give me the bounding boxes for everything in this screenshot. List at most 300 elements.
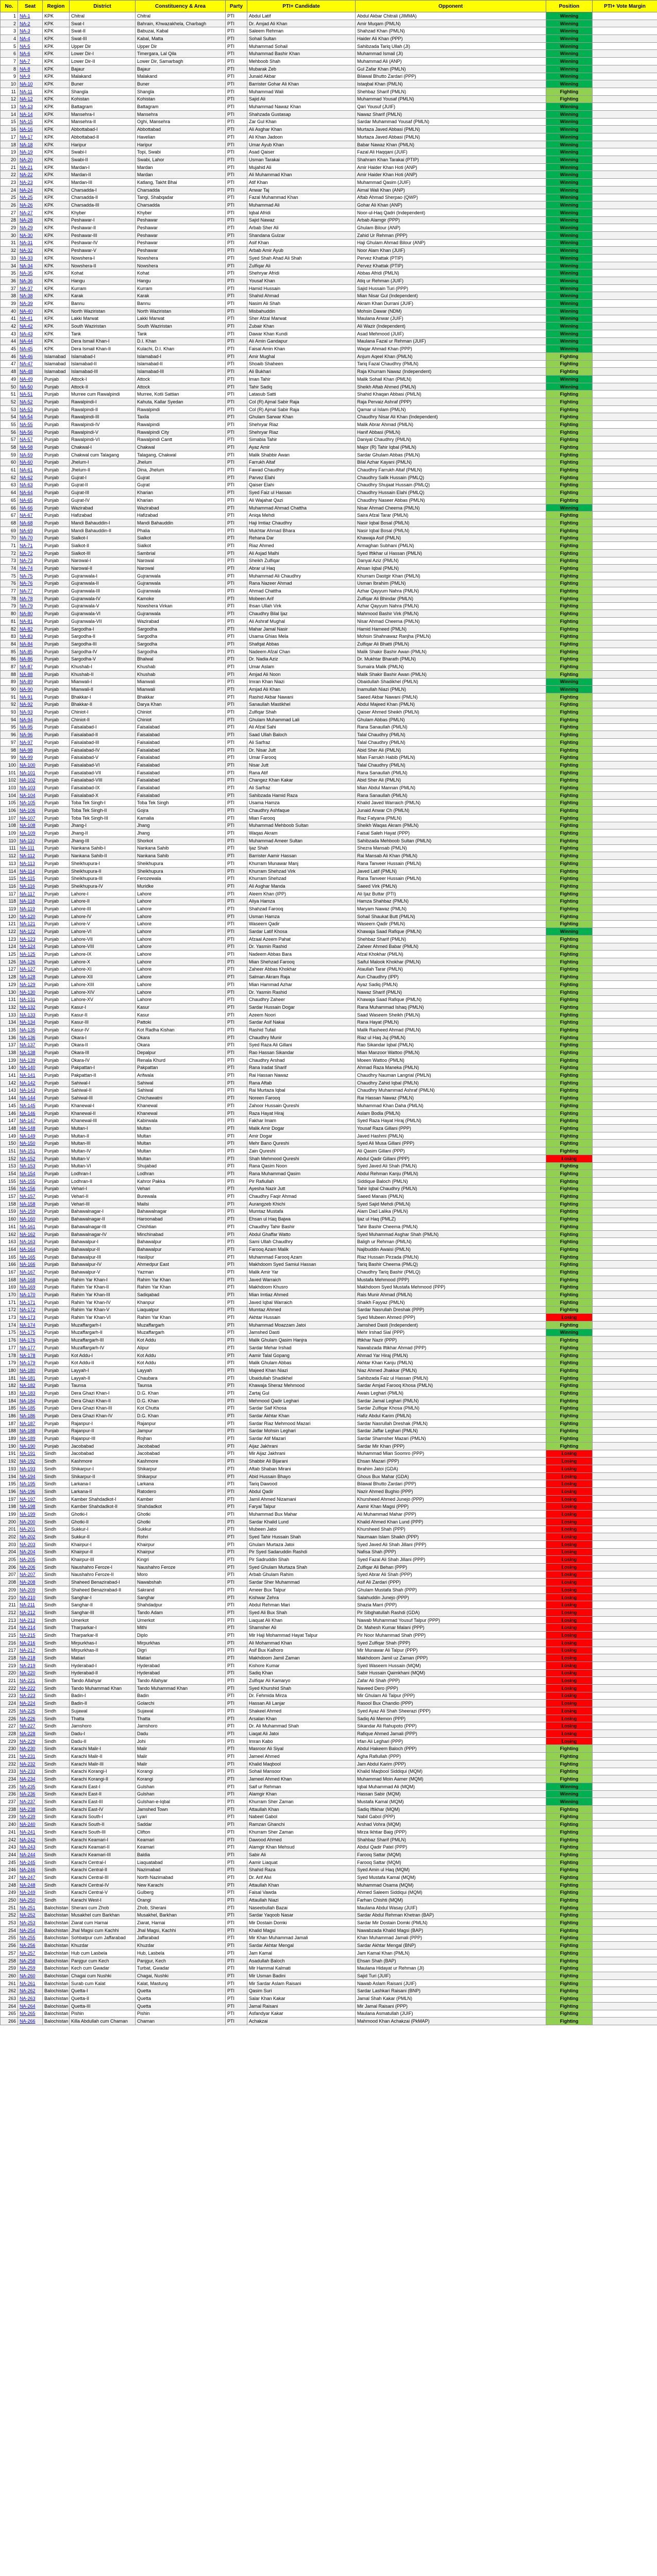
seat-link[interactable]: NA-89 bbox=[18, 678, 43, 686]
table-row[interactable] bbox=[1, 1435, 657, 1443]
table-row[interactable] bbox=[1, 1419, 657, 1427]
seat-link[interactable]: NA-197 bbox=[18, 1495, 43, 1503]
seat-link[interactable]: NA-3 bbox=[18, 27, 43, 35]
seat-link[interactable]: NA-117 bbox=[18, 890, 43, 897]
table-row[interactable] bbox=[1, 163, 657, 171]
table-row[interactable] bbox=[1, 912, 657, 920]
seat-link[interactable]: NA-180 bbox=[18, 1367, 43, 1375]
seat-link[interactable]: NA-2 bbox=[18, 20, 43, 27]
table-row[interactable] bbox=[1, 148, 657, 156]
table-row[interactable] bbox=[1, 1011, 657, 1019]
table-row[interactable] bbox=[1, 42, 657, 50]
seat-link[interactable]: NA-8 bbox=[18, 65, 43, 73]
table-row[interactable] bbox=[1, 1753, 657, 1760]
seat-link[interactable]: NA-34 bbox=[18, 262, 43, 269]
seat-link[interactable]: NA-265 bbox=[18, 2010, 43, 2018]
table-row[interactable] bbox=[1, 1162, 657, 1170]
table-row[interactable] bbox=[1, 973, 657, 981]
seat-link[interactable]: NA-151 bbox=[18, 1147, 43, 1155]
table-row[interactable] bbox=[1, 1117, 657, 1125]
table-row[interactable] bbox=[1, 1094, 657, 1102]
table-row[interactable] bbox=[1, 875, 657, 883]
table-row[interactable] bbox=[1, 1321, 657, 1329]
table-row[interactable] bbox=[1, 1450, 657, 1458]
seat-link[interactable]: NA-124 bbox=[18, 943, 43, 951]
seat-link[interactable]: NA-153 bbox=[18, 1162, 43, 1170]
seat-link[interactable]: NA-19 bbox=[18, 148, 43, 156]
seat-link[interactable]: NA-215 bbox=[18, 1632, 43, 1639]
table-row[interactable] bbox=[1, 1223, 657, 1231]
table-row[interactable] bbox=[1, 1624, 657, 1632]
seat-link[interactable]: NA-226 bbox=[18, 1715, 43, 1722]
seat-link[interactable]: NA-176 bbox=[18, 1336, 43, 1344]
table-row[interactable] bbox=[1, 1745, 657, 1753]
table-row[interactable] bbox=[1, 1904, 657, 1911]
seat-link[interactable]: NA-264 bbox=[18, 2002, 43, 2010]
table-row[interactable] bbox=[1, 1268, 657, 1276]
table-row[interactable] bbox=[1, 549, 657, 557]
seat-link[interactable]: NA-98 bbox=[18, 746, 43, 754]
table-row[interactable] bbox=[1, 231, 657, 239]
table-row[interactable] bbox=[1, 186, 657, 194]
seat-link[interactable]: NA-183 bbox=[18, 1389, 43, 1397]
table-row[interactable] bbox=[1, 1563, 657, 1571]
seat-link[interactable]: NA-263 bbox=[18, 1995, 43, 2003]
seat-link[interactable]: NA-184 bbox=[18, 1397, 43, 1404]
seat-link[interactable]: NA-252 bbox=[18, 1911, 43, 1919]
table-row[interactable] bbox=[1, 572, 657, 580]
table-row[interactable] bbox=[1, 239, 657, 247]
seat-link[interactable]: NA-220 bbox=[18, 1669, 43, 1677]
table-row[interactable] bbox=[1, 179, 657, 187]
seat-link[interactable]: NA-129 bbox=[18, 981, 43, 989]
seat-link[interactable]: NA-160 bbox=[18, 1215, 43, 1223]
seat-link[interactable]: NA-106 bbox=[18, 807, 43, 815]
seat-link[interactable]: NA-179 bbox=[18, 1359, 43, 1367]
table-row[interactable] bbox=[1, 459, 657, 466]
table-row[interactable] bbox=[1, 1125, 657, 1132]
seat-link[interactable]: NA-128 bbox=[18, 973, 43, 981]
seat-link[interactable]: NA-74 bbox=[18, 565, 43, 572]
seat-link[interactable]: NA-14 bbox=[18, 110, 43, 118]
seat-link[interactable]: NA-63 bbox=[18, 481, 43, 489]
seat-link[interactable]: NA-145 bbox=[18, 1102, 43, 1110]
table-row[interactable] bbox=[1, 1874, 657, 1882]
seat-link[interactable]: NA-196 bbox=[18, 1488, 43, 1496]
table-row[interactable] bbox=[1, 1253, 657, 1261]
table-row[interactable] bbox=[1, 133, 657, 141]
table-row[interactable] bbox=[1, 1427, 657, 1435]
seat-link[interactable]: NA-75 bbox=[18, 572, 43, 580]
seat-link[interactable]: NA-114 bbox=[18, 867, 43, 875]
table-row[interactable] bbox=[1, 345, 657, 353]
table-row[interactable] bbox=[1, 512, 657, 519]
table-row[interactable] bbox=[1, 1359, 657, 1367]
seat-link[interactable]: NA-62 bbox=[18, 473, 43, 481]
seat-link[interactable]: NA-134 bbox=[18, 1019, 43, 1026]
seat-link[interactable]: NA-257 bbox=[18, 1950, 43, 1957]
table-row[interactable] bbox=[1, 1942, 657, 1950]
table-row[interactable] bbox=[1, 739, 657, 747]
seat-link[interactable]: NA-33 bbox=[18, 255, 43, 262]
seat-link[interactable]: NA-199 bbox=[18, 1511, 43, 1518]
table-row[interactable] bbox=[1, 1102, 657, 1110]
seat-link[interactable]: NA-11 bbox=[18, 88, 43, 95]
table-row[interactable] bbox=[1, 1306, 657, 1314]
seat-link[interactable]: NA-44 bbox=[18, 337, 43, 345]
table-row[interactable] bbox=[1, 1639, 657, 1647]
table-row[interactable] bbox=[1, 337, 657, 345]
table-row[interactable] bbox=[1, 1397, 657, 1404]
table-row[interactable] bbox=[1, 1586, 657, 1594]
table-row[interactable] bbox=[1, 1995, 657, 2003]
seat-link[interactable]: NA-105 bbox=[18, 799, 43, 807]
table-row[interactable] bbox=[1, 1374, 657, 1382]
table-row[interactable] bbox=[1, 1836, 657, 1843]
table-row[interactable] bbox=[1, 1291, 657, 1299]
seat-link[interactable]: NA-216 bbox=[18, 1639, 43, 1647]
seat-link[interactable]: NA-143 bbox=[18, 1087, 43, 1094]
seat-link[interactable]: NA-260 bbox=[18, 1972, 43, 1980]
table-row[interactable] bbox=[1, 943, 657, 951]
seat-link[interactable]: NA-147 bbox=[18, 1117, 43, 1125]
seat-link[interactable]: NA-112 bbox=[18, 852, 43, 860]
table-row[interactable] bbox=[1, 489, 657, 497]
seat-link[interactable]: NA-111 bbox=[18, 844, 43, 852]
seat-link[interactable]: NA-85 bbox=[18, 648, 43, 655]
seat-link[interactable]: NA-259 bbox=[18, 1964, 43, 1972]
seat-link[interactable]: NA-223 bbox=[18, 1692, 43, 1700]
table-row[interactable] bbox=[1, 1722, 657, 1730]
table-row[interactable] bbox=[1, 436, 657, 444]
seat-link[interactable]: NA-120 bbox=[18, 912, 43, 920]
table-row[interactable] bbox=[1, 383, 657, 391]
header-position[interactable]: Position bbox=[546, 1, 593, 12]
table-row[interactable] bbox=[1, 1147, 657, 1155]
table-row[interactable] bbox=[1, 1964, 657, 1972]
seat-link[interactable]: NA-198 bbox=[18, 1503, 43, 1511]
seat-link[interactable]: NA-95 bbox=[18, 723, 43, 731]
seat-link[interactable]: NA-93 bbox=[18, 708, 43, 716]
header-party[interactable]: Party bbox=[226, 1, 247, 12]
seat-link[interactable]: NA-132 bbox=[18, 1004, 43, 1011]
table-row[interactable] bbox=[1, 988, 657, 996]
table-row[interactable] bbox=[1, 398, 657, 406]
table-row[interactable] bbox=[1, 897, 657, 905]
seat-link[interactable]: NA-149 bbox=[18, 1132, 43, 1140]
table-row[interactable] bbox=[1, 216, 657, 224]
table-row[interactable] bbox=[1, 678, 657, 686]
seat-link[interactable]: NA-161 bbox=[18, 1223, 43, 1231]
seat-link[interactable]: NA-21 bbox=[18, 163, 43, 171]
header-seat[interactable]: Seat bbox=[18, 1, 43, 12]
table-row[interactable] bbox=[1, 2002, 657, 2010]
table-row[interactable] bbox=[1, 890, 657, 897]
seat-link[interactable]: NA-235 bbox=[18, 1783, 43, 1790]
table-row[interactable] bbox=[1, 497, 657, 504]
header-district[interactable]: District bbox=[70, 1, 136, 12]
seat-link[interactable]: NA-167 bbox=[18, 1268, 43, 1276]
table-row[interactable] bbox=[1, 1579, 657, 1586]
seat-link[interactable]: NA-1 bbox=[18, 12, 43, 20]
seat-link[interactable]: NA-40 bbox=[18, 307, 43, 315]
seat-link[interactable]: NA-36 bbox=[18, 277, 43, 285]
table-row[interactable] bbox=[1, 1382, 657, 1389]
table-row[interactable] bbox=[1, 1132, 657, 1140]
table-row[interactable] bbox=[1, 141, 657, 148]
seat-link[interactable]: NA-212 bbox=[18, 1609, 43, 1617]
table-row[interactable] bbox=[1, 1987, 657, 1995]
table-row[interactable] bbox=[1, 527, 657, 534]
table-row[interactable] bbox=[1, 1412, 657, 1420]
seat-link[interactable]: NA-55 bbox=[18, 421, 43, 429]
seat-link[interactable]: NA-17 bbox=[18, 133, 43, 141]
seat-link[interactable]: NA-135 bbox=[18, 1026, 43, 1034]
table-row[interactable] bbox=[1, 1548, 657, 1556]
table-row[interactable] bbox=[1, 1896, 657, 1904]
table-row[interactable] bbox=[1, 1518, 657, 1526]
seat-link[interactable]: NA-109 bbox=[18, 829, 43, 837]
seat-link[interactable]: NA-5 bbox=[18, 42, 43, 50]
table-row[interactable] bbox=[1, 1488, 657, 1496]
seat-link[interactable]: NA-193 bbox=[18, 1465, 43, 1473]
table-row[interactable] bbox=[1, 580, 657, 587]
table-row[interactable] bbox=[1, 1813, 657, 1821]
seat-link[interactable]: NA-222 bbox=[18, 1684, 43, 1692]
seat-link[interactable]: NA-116 bbox=[18, 883, 43, 890]
seat-link[interactable]: NA-47 bbox=[18, 360, 43, 368]
seat-link[interactable]: NA-221 bbox=[18, 1677, 43, 1685]
table-row[interactable] bbox=[1, 1768, 657, 1775]
table-row[interactable] bbox=[1, 1336, 657, 1344]
table-row[interactable] bbox=[1, 481, 657, 489]
table-row[interactable] bbox=[1, 269, 657, 277]
table-row[interactable] bbox=[1, 1926, 657, 1934]
table-row[interactable] bbox=[1, 277, 657, 285]
seat-link[interactable]: NA-170 bbox=[18, 1291, 43, 1299]
seat-link[interactable]: NA-171 bbox=[18, 1298, 43, 1306]
seat-link[interactable]: NA-236 bbox=[18, 1790, 43, 1798]
table-row[interactable] bbox=[1, 905, 657, 913]
seat-link[interactable]: NA-178 bbox=[18, 1351, 43, 1359]
seat-link[interactable]: NA-182 bbox=[18, 1382, 43, 1389]
table-row[interactable] bbox=[1, 557, 657, 565]
seat-link[interactable]: NA-6 bbox=[18, 50, 43, 58]
seat-link[interactable]: NA-69 bbox=[18, 527, 43, 534]
table-row[interactable] bbox=[1, 769, 657, 776]
table-row[interactable] bbox=[1, 1950, 657, 1957]
table-row[interactable] bbox=[1, 323, 657, 330]
table-row[interactable] bbox=[1, 716, 657, 723]
table-row[interactable] bbox=[1, 814, 657, 822]
table-row[interactable] bbox=[1, 844, 657, 852]
seat-link[interactable]: NA-15 bbox=[18, 118, 43, 126]
seat-link[interactable]: NA-154 bbox=[18, 1170, 43, 1178]
table-row[interactable] bbox=[1, 262, 657, 269]
table-row[interactable] bbox=[1, 171, 657, 179]
seat-link[interactable]: NA-97 bbox=[18, 739, 43, 747]
seat-link[interactable]: NA-172 bbox=[18, 1306, 43, 1314]
seat-link[interactable]: NA-185 bbox=[18, 1404, 43, 1412]
seat-link[interactable]: NA-121 bbox=[18, 920, 43, 928]
seat-link[interactable]: NA-87 bbox=[18, 663, 43, 671]
table-row[interactable] bbox=[1, 1155, 657, 1162]
seat-link[interactable]: NA-230 bbox=[18, 1745, 43, 1753]
table-row[interactable] bbox=[1, 307, 657, 315]
seat-link[interactable]: NA-50 bbox=[18, 383, 43, 391]
seat-link[interactable]: NA-92 bbox=[18, 701, 43, 708]
seat-link[interactable]: NA-37 bbox=[18, 284, 43, 292]
seat-link[interactable]: NA-43 bbox=[18, 330, 43, 337]
seat-link[interactable]: NA-247 bbox=[18, 1874, 43, 1882]
table-row[interactable] bbox=[1, 473, 657, 481]
seat-link[interactable]: NA-232 bbox=[18, 1760, 43, 1768]
seat-link[interactable]: NA-256 bbox=[18, 1942, 43, 1950]
table-row[interactable] bbox=[1, 504, 657, 512]
table-row[interactable] bbox=[1, 640, 657, 648]
table-row[interactable] bbox=[1, 1140, 657, 1147]
seat-link[interactable]: NA-126 bbox=[18, 958, 43, 965]
table-row[interactable] bbox=[1, 50, 657, 58]
table-row[interactable] bbox=[1, 746, 657, 754]
table-row[interactable] bbox=[1, 1079, 657, 1087]
seat-link[interactable]: NA-210 bbox=[18, 1594, 43, 1601]
seat-link[interactable]: NA-41 bbox=[18, 315, 43, 323]
table-row[interactable] bbox=[1, 1692, 657, 1700]
table-row[interactable] bbox=[1, 95, 657, 103]
seat-link[interactable]: NA-31 bbox=[18, 239, 43, 247]
table-row[interactable] bbox=[1, 1200, 657, 1208]
table-row[interactable] bbox=[1, 1389, 657, 1397]
table-row[interactable] bbox=[1, 1185, 657, 1193]
seat-link[interactable]: NA-65 bbox=[18, 497, 43, 504]
table-row[interactable] bbox=[1, 958, 657, 965]
table-row[interactable] bbox=[1, 1858, 657, 1866]
table-row[interactable] bbox=[1, 1662, 657, 1669]
table-row[interactable] bbox=[1, 618, 657, 625]
seat-link[interactable]: NA-13 bbox=[18, 103, 43, 111]
table-row[interactable] bbox=[1, 542, 657, 550]
table-row[interactable] bbox=[1, 860, 657, 868]
table-row[interactable] bbox=[1, 602, 657, 610]
seat-link[interactable]: NA-173 bbox=[18, 1314, 43, 1321]
seat-link[interactable]: NA-146 bbox=[18, 1109, 43, 1117]
table-row[interactable] bbox=[1, 428, 657, 436]
seat-link[interactable]: NA-186 bbox=[18, 1412, 43, 1420]
seat-link[interactable]: NA-4 bbox=[18, 35, 43, 43]
table-row[interactable] bbox=[1, 1540, 657, 1548]
seat-link[interactable]: NA-24 bbox=[18, 186, 43, 194]
seat-link[interactable]: NA-174 bbox=[18, 1321, 43, 1329]
seat-link[interactable]: NA-101 bbox=[18, 769, 43, 776]
seat-link[interactable]: NA-28 bbox=[18, 216, 43, 224]
table-row[interactable] bbox=[1, 1503, 657, 1511]
seat-link[interactable]: NA-231 bbox=[18, 1753, 43, 1760]
seat-link[interactable]: NA-181 bbox=[18, 1374, 43, 1382]
seat-link[interactable]: NA-103 bbox=[18, 784, 43, 792]
table-row[interactable] bbox=[1, 1556, 657, 1564]
table-row[interactable] bbox=[1, 1821, 657, 1828]
table-row[interactable] bbox=[1, 595, 657, 602]
header-candidate[interactable]: PTI+ Candidate bbox=[247, 1, 356, 12]
table-row[interactable] bbox=[1, 731, 657, 739]
seat-link[interactable]: NA-261 bbox=[18, 1979, 43, 1987]
seat-link[interactable]: NA-45 bbox=[18, 345, 43, 353]
table-row[interactable] bbox=[1, 625, 657, 633]
table-row[interactable] bbox=[1, 1056, 657, 1064]
seat-link[interactable]: NA-175 bbox=[18, 1329, 43, 1336]
table-row[interactable] bbox=[1, 1351, 657, 1359]
seat-link[interactable]: NA-141 bbox=[18, 1072, 43, 1079]
seat-link[interactable]: NA-123 bbox=[18, 935, 43, 943]
table-row[interactable] bbox=[1, 2018, 657, 2025]
seat-link[interactable]: NA-234 bbox=[18, 1775, 43, 1783]
seat-link[interactable]: NA-26 bbox=[18, 201, 43, 209]
seat-link[interactable]: NA-150 bbox=[18, 1140, 43, 1147]
table-row[interactable] bbox=[1, 201, 657, 209]
table-row[interactable] bbox=[1, 708, 657, 716]
seat-link[interactable]: NA-245 bbox=[18, 1858, 43, 1866]
seat-link[interactable]: NA-7 bbox=[18, 58, 43, 65]
seat-link[interactable]: NA-140 bbox=[18, 1064, 43, 1072]
table-row[interactable] bbox=[1, 981, 657, 989]
seat-link[interactable]: NA-241 bbox=[18, 1828, 43, 1836]
seat-link[interactable]: NA-203 bbox=[18, 1540, 43, 1548]
table-row[interactable] bbox=[1, 1571, 657, 1579]
seat-link[interactable]: NA-227 bbox=[18, 1722, 43, 1730]
table-row[interactable] bbox=[1, 1344, 657, 1352]
table-row[interactable] bbox=[1, 1298, 657, 1306]
seat-link[interactable]: NA-202 bbox=[18, 1533, 43, 1541]
table-row[interactable] bbox=[1, 693, 657, 701]
table-row[interactable] bbox=[1, 413, 657, 421]
seat-link[interactable]: NA-86 bbox=[18, 655, 43, 663]
seat-link[interactable]: NA-138 bbox=[18, 1049, 43, 1057]
table-row[interactable] bbox=[1, 27, 657, 35]
table-row[interactable] bbox=[1, 194, 657, 201]
seat-link[interactable]: NA-52 bbox=[18, 398, 43, 406]
seat-link[interactable]: NA-219 bbox=[18, 1662, 43, 1669]
seat-link[interactable]: NA-136 bbox=[18, 1033, 43, 1041]
seat-link[interactable]: NA-104 bbox=[18, 791, 43, 799]
table-row[interactable] bbox=[1, 1979, 657, 1987]
table-row[interactable] bbox=[1, 1828, 657, 1836]
table-row[interactable] bbox=[1, 1707, 657, 1715]
seat-link[interactable]: NA-22 bbox=[18, 171, 43, 179]
table-row[interactable] bbox=[1, 1404, 657, 1412]
table-row[interactable] bbox=[1, 534, 657, 542]
seat-link[interactable]: NA-217 bbox=[18, 1647, 43, 1654]
seat-link[interactable]: NA-73 bbox=[18, 557, 43, 565]
table-row[interactable] bbox=[1, 1170, 657, 1178]
table-row[interactable] bbox=[1, 791, 657, 799]
table-row[interactable] bbox=[1, 1033, 657, 1041]
seat-link[interactable]: NA-125 bbox=[18, 951, 43, 958]
table-row[interactable] bbox=[1, 1208, 657, 1215]
table-row[interactable] bbox=[1, 1246, 657, 1253]
seat-link[interactable]: NA-168 bbox=[18, 1276, 43, 1283]
seat-link[interactable]: NA-262 bbox=[18, 1987, 43, 1995]
table-row[interactable] bbox=[1, 655, 657, 663]
seat-link[interactable]: NA-131 bbox=[18, 996, 43, 1004]
table-row[interactable] bbox=[1, 1526, 657, 1533]
seat-link[interactable]: NA-54 bbox=[18, 413, 43, 421]
seat-link[interactable]: NA-207 bbox=[18, 1571, 43, 1579]
table-row[interactable] bbox=[1, 883, 657, 890]
seat-link[interactable]: NA-164 bbox=[18, 1246, 43, 1253]
table-row[interactable] bbox=[1, 1783, 657, 1790]
seat-link[interactable]: NA-68 bbox=[18, 519, 43, 527]
